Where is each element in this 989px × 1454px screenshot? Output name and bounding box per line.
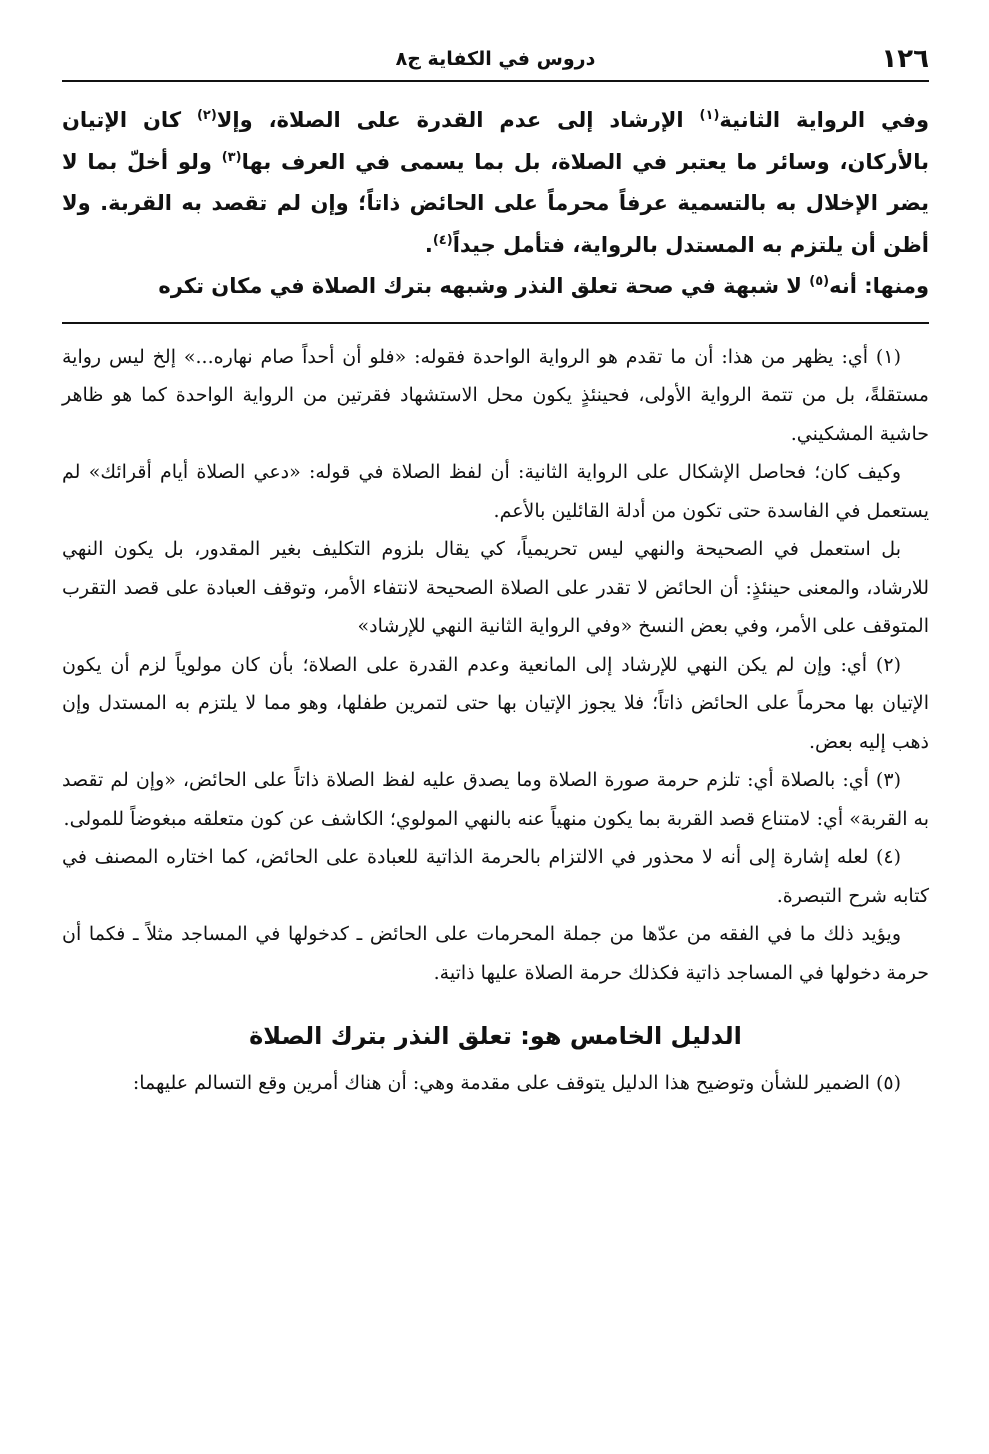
footnote: (١) أي: يظهر من هذا: أن ما تقدم هو الرواية الواحدة فقوله: «فلو أن أحداً صام نهاره...» إلخ ليس رواية مستقلةً، بل من تتمة الرواية الأولى، فحينئذٍ يكون محل الاستشهاد فقرتين من الرواية الواحدة كما هو ظاهر حاشية المشكيني. xyxy=(62,345,929,445)
footnote: وكيف كان؛ فحاصل الإشكال على الرواية الثانية: أن لفظ الصلاة في قوله: «دعي الصلاة أيام أقرائك» لم يستعمل في الفاسدة حتى تكون من أدلة القائلين بالأعم. xyxy=(62,461,929,522)
footnote: بل استعمل في الصحيحة والنهي ليس تحريمياً، كي يقال بلزوم التكليف بغير المقدور، بل يكون النهي للارشاد، والمعنى حينئذٍ: أن الحائض لا تقدر على الصلاة الصحيحة لانتفاء الأمر، وتوقف العبادة على قصد التقرب المتوقف على الأمر، وفي بعض النسخ «وفي الرواية الثانية النهي للإرشاد» xyxy=(62,538,929,637)
text-run: لا شبهة في صحة تعلق النذر وشبهه بترك الصلاة في مكان تكره xyxy=(158,274,810,298)
footnote: (٣) أي: بالصلاة أي: تلزم حرمة صورة الصلاة وما يصدق عليه لفظ الصلاة ذاتاً على الحائض، «وإن لم تقصد به القربة» أي: لامتناع قصد القربة بما يكون منهياً عنه بالنهي المولوي؛ الكاشف عن كون متعلقه مبغوضاً للمولى. xyxy=(62,769,929,830)
footnote-ref: (٣) xyxy=(221,149,242,165)
main-paragraph xyxy=(62,266,929,308)
footnote-ref: (٢) xyxy=(196,108,217,123)
text-run: ولو أخلّ بما لا يضر الإخلال به بالتسمية عرفاً محرماً على الحائض ذاتاً؛ وإن لم تقصد به القربة. ولا أظن أن يلتزم به المستدل بالرواية، فتأمل جيداً xyxy=(62,149,929,257)
text-run: كان الإتيان بالأركان، وسائر ما يعتبر في الصلاة، بل بما يسمى في العرف بها xyxy=(62,108,929,174)
page-header xyxy=(62,38,929,82)
text-run: الإرشاد إلى عدم القدرة على الصلاة، وإلا xyxy=(216,108,700,132)
page-number: ١٢٦ xyxy=(881,44,929,74)
text-run: ومنها: أنه xyxy=(829,274,929,298)
footnote-divider xyxy=(62,322,929,324)
footnote: (٤) لعله إشارة إلى أنه لا محذور في الالتزام بالحرمة الذاتية للعبادة على الحائض، كما اختاره المصنف في كتابه شرح التبصرة. xyxy=(62,846,929,907)
main-paragraph xyxy=(62,100,929,266)
text-run: وفي الرواية الثانية xyxy=(719,108,930,132)
text-run: . xyxy=(424,232,433,257)
main-text xyxy=(62,100,929,308)
footnote: (٢) أي: وإن لم يكن النهي للإرشاد إلى المانعية وعدم القدرة على الصلاة؛ بأن كان مولوياً لزم أن يكون الإتيان بها محرماً على الحائض ذاتاً؛ فلا يجوز الإتيان بها حتى لتمرين طفلها، وهو مما لا يلتزم به المستدل وإن ذهب إليه بعض. xyxy=(62,653,929,753)
footnote-ref: (٥) xyxy=(809,274,830,289)
footnote: ويؤيد ذلك ما في الفقه من عدّها من جملة المحرمات على الحائض ـ كدخولها في المساجد مثلاً ـ فكما أن حرمة دخولها في المساجد ذاتية فكذلك حرمة الصلاة عليها ذاتية. xyxy=(62,923,929,984)
section-heading: الدليل الخامس هو: تعلق النذر بترك الصلاة xyxy=(249,1022,742,1050)
footnotes xyxy=(62,338,929,993)
book-page xyxy=(62,38,929,1103)
footnote-ref: (٤) xyxy=(432,232,453,248)
footnote-ref: (١) xyxy=(699,108,720,123)
running-title: دروس في الكفاية ج٨ xyxy=(395,48,596,70)
footnotes-continued xyxy=(62,1064,929,1103)
footnote: (٥) الضمير للشأن وتوضيح هذا الدليل يتوقف على مقدمة وهي: أن هناك أمرين وقع التسالم عليهما: xyxy=(132,1072,901,1094)
